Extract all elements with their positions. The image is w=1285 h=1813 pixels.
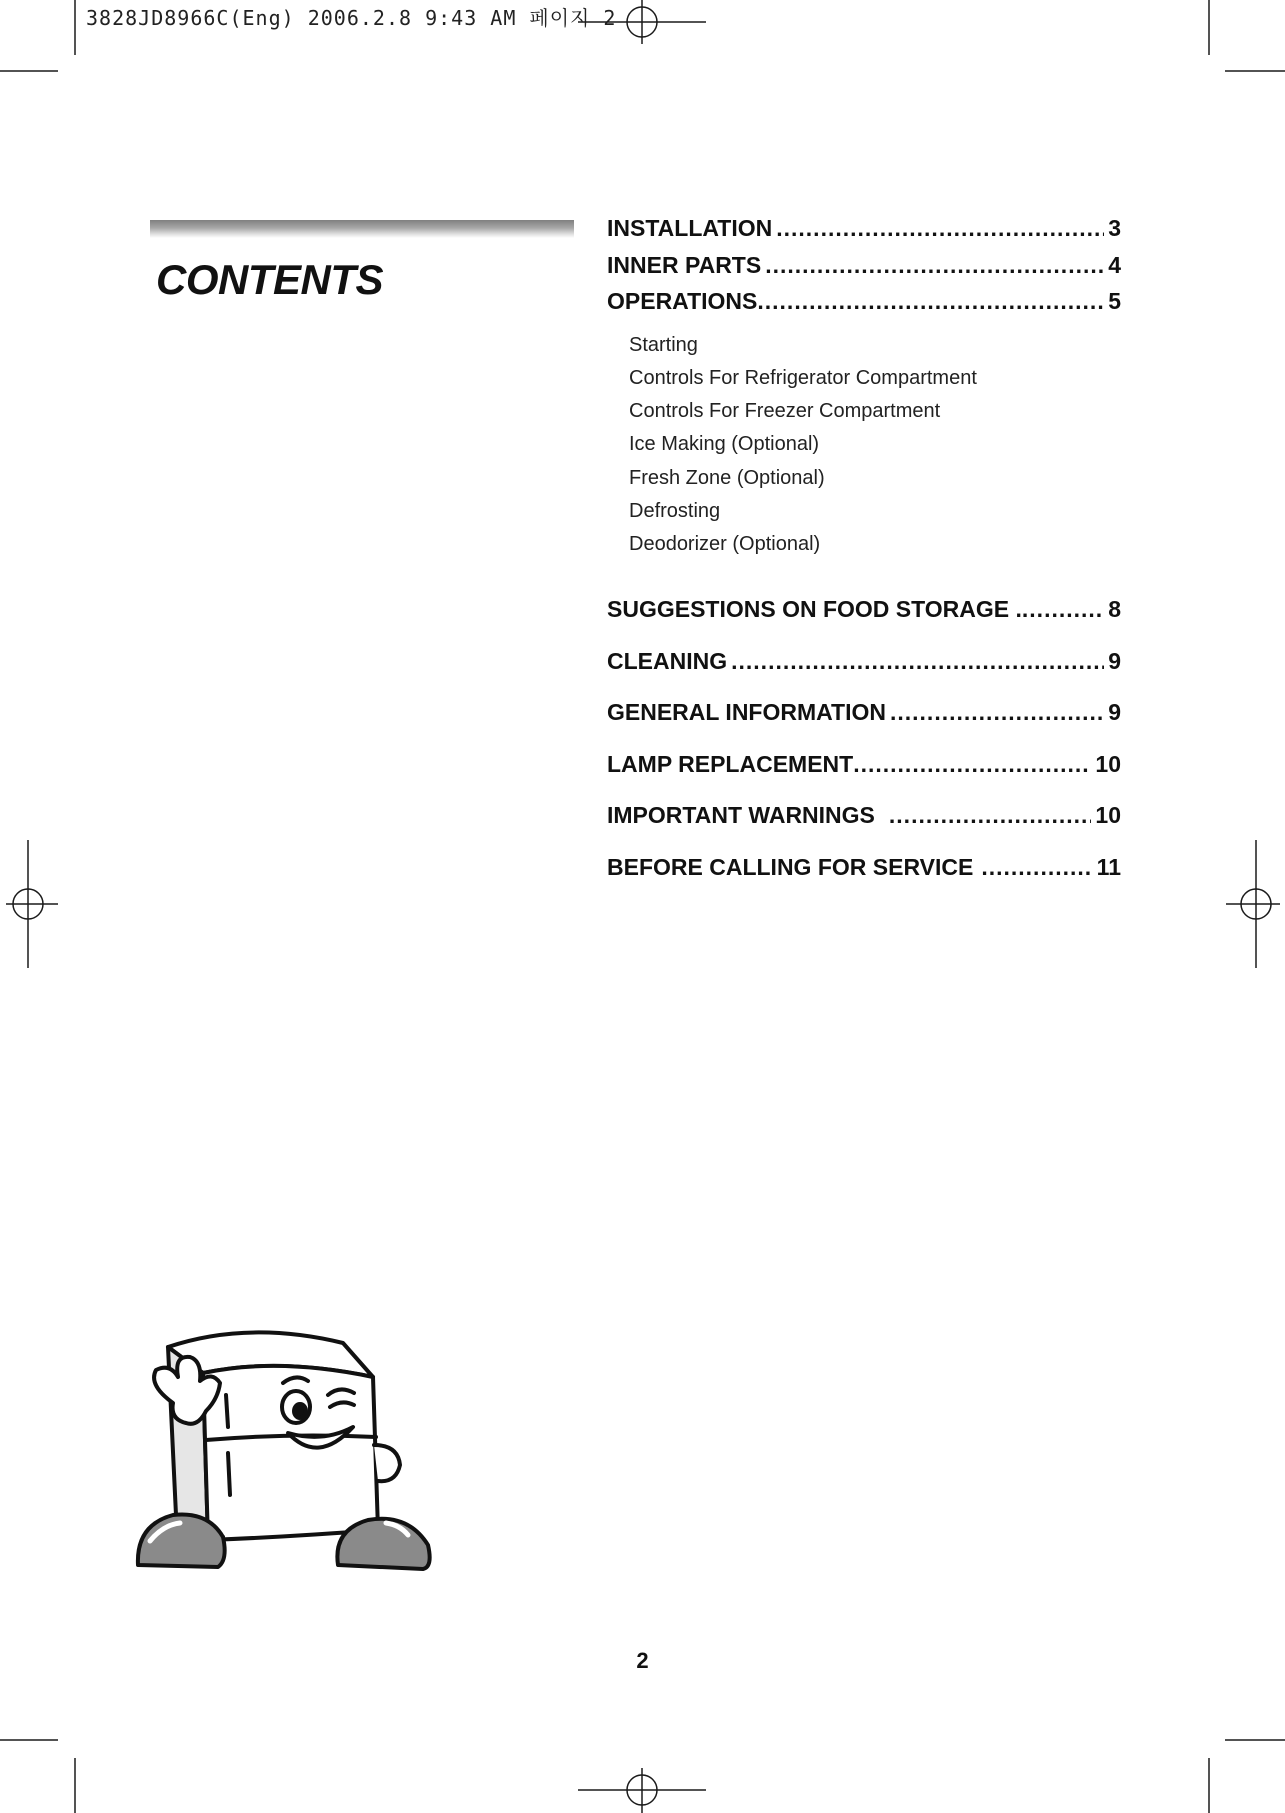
- toc-label: LAMP REPLACEMENT: [607, 751, 854, 777]
- toc-subitem: Controls For Refrigerator Compartment: [629, 367, 977, 389]
- toc-entry-important-warnings: [607, 801, 1121, 829]
- print-header: 3828JD8966C(Eng) 2006.2.8 9:43 AM 페이지 2: [86, 6, 617, 30]
- toc-entry-inner-parts: [607, 251, 1121, 279]
- toc-leader: [765, 251, 1104, 279]
- toc-entry-general-information: [607, 698, 1121, 726]
- toc-label: INSTALLATION: [607, 215, 773, 241]
- toc-leader: [731, 647, 1104, 675]
- toc-label: GENERAL INFORMATION: [607, 699, 886, 725]
- toc-page: 8: [1108, 596, 1121, 622]
- toc-leader: [776, 214, 1104, 242]
- toc-leader: [889, 801, 1092, 829]
- toc-page: 9: [1108, 648, 1121, 674]
- registration-mark-right: [1226, 840, 1280, 968]
- toc-label: SUGGESTIONS ON FOOD STORAGE .: [607, 596, 1022, 622]
- toc-leader: [757, 287, 1104, 315]
- toc-leader: [1022, 595, 1104, 623]
- toc-page: 3: [1108, 215, 1121, 241]
- toc-subitem: Deodorizer (Optional): [629, 533, 821, 555]
- toc-page: 4: [1108, 252, 1121, 278]
- toc-subitem: Fresh Zone (Optional): [629, 467, 825, 489]
- toc-label: CLEANING: [607, 648, 728, 674]
- title-bar: [150, 220, 574, 238]
- toc-leader: [853, 750, 1091, 778]
- toc-subitem: Defrosting: [629, 500, 721, 522]
- toc-subitem: Starting: [629, 334, 698, 356]
- page-number: 2: [636, 1648, 649, 1673]
- refrigerator-mascot-icon: [128, 1315, 468, 1575]
- toc-entry-operations: [607, 287, 1121, 315]
- toc-label: BEFORE CALLING FOR SERVICE: [607, 854, 974, 880]
- toc-subitem: Controls For Freezer Compartment: [629, 400, 941, 422]
- toc-subitem: Ice Making (Optional): [629, 433, 820, 455]
- toc-page: 10: [1095, 802, 1121, 828]
- toc-page: 11: [1096, 854, 1121, 880]
- toc-label: INNER PARTS: [607, 252, 762, 278]
- toc-label: OPERATIONS: [607, 288, 758, 314]
- registration-mark-bottom: [578, 1768, 706, 1813]
- toc-label: IMPORTANT WARNINGS: [607, 802, 875, 828]
- toc-entry-installation: [607, 214, 1121, 242]
- toc-leader: [890, 698, 1104, 726]
- registration-mark-top: [578, 0, 706, 44]
- toc-entry-lamp-replacement: [607, 750, 1121, 778]
- toc-leader: [981, 853, 1092, 881]
- toc-page: 10: [1095, 751, 1121, 777]
- toc-page: 9: [1108, 699, 1121, 725]
- page-title: CONTENTS: [156, 256, 383, 303]
- toc-entry-food-storage: [607, 595, 1121, 623]
- toc-page: 5: [1108, 288, 1121, 314]
- registration-mark-left: [6, 840, 58, 968]
- toc-entry-before-calling-service: [607, 853, 1121, 881]
- toc-entry-cleaning: [607, 647, 1121, 675]
